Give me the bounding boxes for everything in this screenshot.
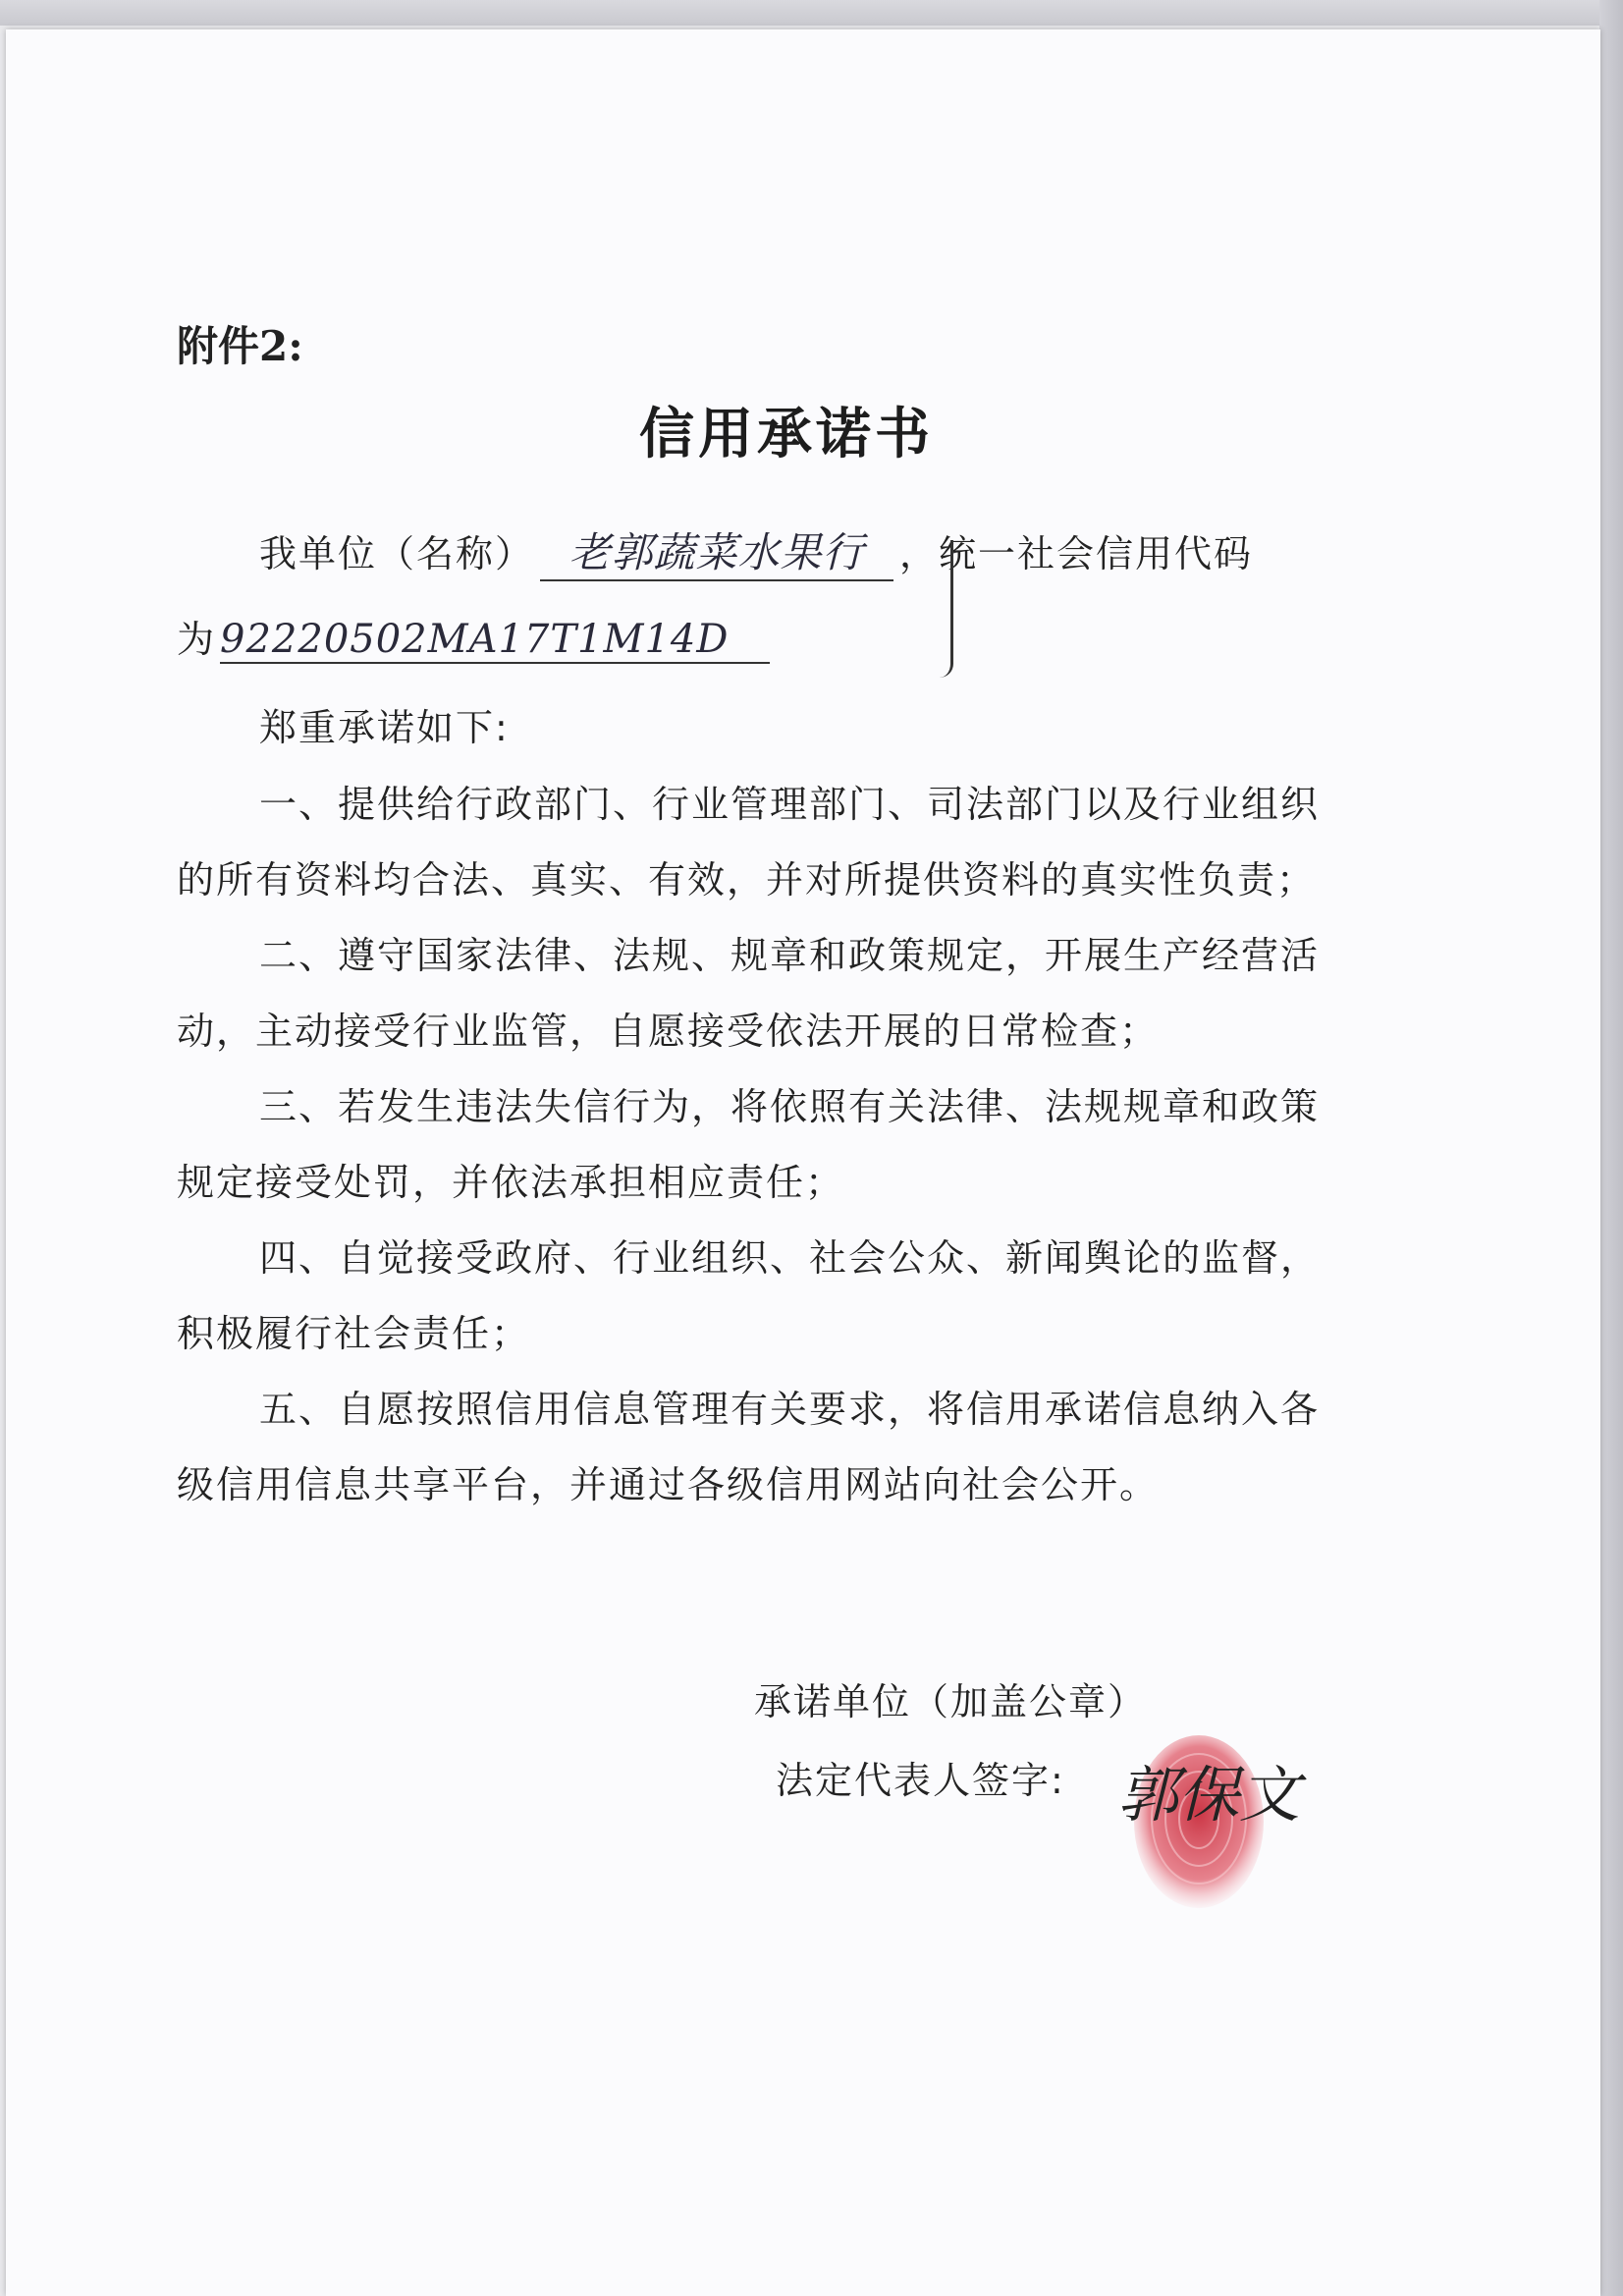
pledge-line: 级信用信息共享平台，并通过各级信用网站向社会公开。 [177, 1463, 1160, 1506]
pledge-line: 一、提供给行政部门、行业管理部门、司法部门以及行业组织 [259, 783, 1321, 826]
pledge-line: 规定接受处罚，并依法承担相应责任； [177, 1161, 845, 1204]
attachment-label: 附件2: [177, 322, 303, 370]
pledge-line: 二、遵守国家法律、法规、规章和政策规定，开展生产经营活 [259, 934, 1321, 977]
pledge-line: 三、若发生违法失信行为，将依照有关法律、法规规章和政策 [259, 1085, 1321, 1128]
pledge-line: 的所有资料均合法、真实、有效，并对所提供资料的真实性负责； [177, 858, 1317, 902]
legal-rep-signature: 郭保文 [1117, 1759, 1301, 1831]
intro-suffix: ，统一社会信用代码 [899, 532, 1254, 575]
scanner-edge-right [1599, 0, 1623, 2296]
intro-line [259, 520, 1253, 581]
handwritten-bracket-mark [937, 540, 953, 678]
credit-code-handwritten: 92220502MA17T1M14D [220, 617, 770, 664]
legal-rep-label: 法定代表人签字: [776, 1759, 1065, 1802]
intro-prefix: 我单位（名称） [259, 532, 535, 575]
pledging-unit-label: 承诺单位（加盖公章） [754, 1680, 1148, 1723]
document-page [6, 29, 1600, 2296]
code-prefix: 为 [177, 618, 217, 661]
company-name-handwritten: 老郭蔬菜水果行 [540, 520, 893, 581]
pledge-line: 动，主动接受行业监管，自愿接受依法开展的日常检查； [177, 1010, 1160, 1053]
scanner-edge-top [0, 0, 1623, 26]
pledge-line: 四、自觉接受政府、行业组织、社会公众、新闻舆论的监督， [259, 1236, 1321, 1280]
pledge-line: 五、自愿按照信用信息管理有关要求，将信用承诺信息纳入各 [259, 1388, 1321, 1431]
pledge-line: 积极履行社会责任； [177, 1312, 531, 1355]
solemn-pledge: 郑重承诺如下: [259, 706, 510, 749]
document-title: 信用承诺书 [639, 402, 934, 466]
credit-code-line [177, 609, 770, 664]
